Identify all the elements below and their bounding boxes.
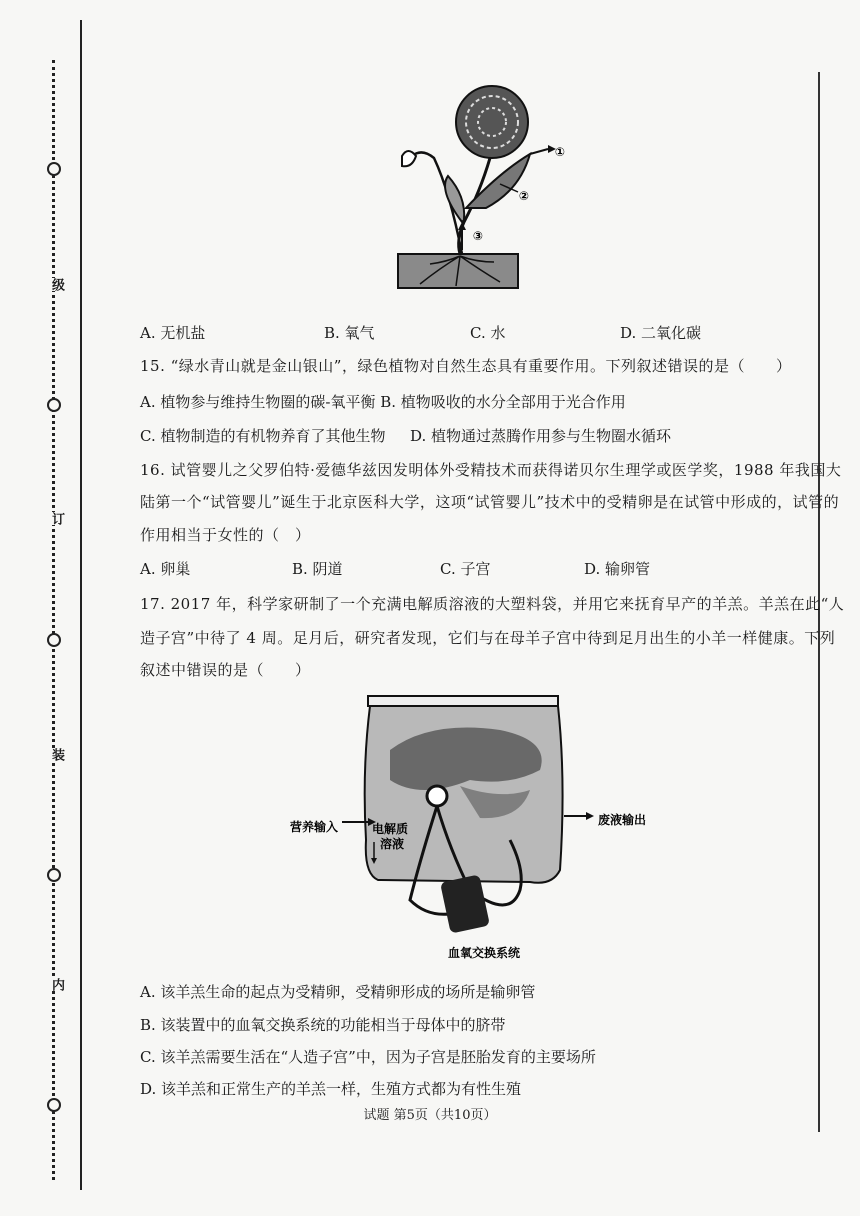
marker-1: ① <box>554 145 566 159</box>
umbilical-port <box>427 786 447 806</box>
oxygenator-device <box>440 874 490 933</box>
q17-stem-line: 叙述中错误的是（ ） <box>140 661 311 679</box>
q16-stem-line: 作用相当于女性的（ ） <box>140 526 311 544</box>
margin-label-class: 级 <box>49 278 64 291</box>
q14-option-c: C. 水 <box>470 324 506 342</box>
binding-hole-marker <box>47 162 61 176</box>
q16-stem-line: 16. 试管婴儿之父罗伯特·爱德华兹因发明体外受精技术而获得诺贝尔生理学或医学奖，1988 年我国大 <box>140 461 842 479</box>
q17-option-c: C. 该羊羔需要生活在“人造子宫”中，因为子宫是胚胎发育的主要场所 <box>140 1048 596 1066</box>
binding-hole-marker <box>47 868 61 882</box>
q17-option-a: A. 该羊羔生命的起点为受精卵，受精卵形成的场所是输卵管 <box>140 983 536 1001</box>
page-footer: 试题 第5页（共10页） <box>363 1108 497 1123</box>
flower-plant-figure <box>390 72 570 292</box>
label-nutrient-input: 营养输入 <box>290 820 339 834</box>
q15-stem: 15. “绿水青山就是金山银山”，绿色植物对自然生态具有重要作用。下列叙述错误的是（ ） <box>140 357 792 375</box>
q16-option-d: D. 输卵管 <box>584 560 651 578</box>
marker-2: ② <box>518 189 530 203</box>
q17-option-b: B. 该装置中的血氧交换系统的功能相当于母体中的脐带 <box>140 1016 506 1034</box>
q15-options-ab: A. 植物参与维持生物圈的碳-氧平衡 B. 植物吸收的水分全部用于光合作用 <box>140 393 626 411</box>
flower-bud <box>402 151 416 166</box>
q14-option-a: A. 无机盐 <box>140 324 206 342</box>
q16-option-c: C. 子宫 <box>440 560 491 578</box>
q15-option-c: C. 植物制造的有机物养育了其他生物 <box>140 427 386 445</box>
q14-option-d: D. 二氧化碳 <box>620 324 702 342</box>
label-waste-output: 废液输出 <box>598 813 647 827</box>
q17-stem-line: 17. 2017 年，科学家研制了一个充满电解质溶液的大塑料袋，并用它来抚育早产的羊羔。羊羔在此“人 <box>140 595 845 613</box>
binding-hole-marker <box>47 398 61 412</box>
label-electrolyte: 电解质 <box>372 822 409 836</box>
label-solution: 溶液 <box>380 837 405 851</box>
q14-option-b: B. 氧气 <box>324 324 375 342</box>
q17-option-d: D. 该羊羔和正常生产的羊羔一样，生殖方式都为有性生殖 <box>140 1080 522 1098</box>
binding-hole-marker <box>47 633 61 647</box>
q16-option-a: A. 卵巢 <box>140 560 191 578</box>
marker-3: ③ <box>472 229 484 243</box>
margin-label-nei: 内 <box>49 978 64 991</box>
q17-stem-line: 造子宫”中待了 4 周。足月后，研究者发现，它们与在母羊子宫中待到足月出生的小羊一样健康。下列 <box>140 629 836 647</box>
binding-margin-dotted-line <box>52 60 61 1180</box>
label-blood-oxygen-exchange: 血氧交换系统 <box>448 946 521 960</box>
q16-stem-line: 陆第一个“试管婴儿”诞生于北京医科大学，这项“试管婴儿”技术中的受精卵是在试管中形成的，试管的 <box>140 493 840 511</box>
margin-label-zhuang: 装 <box>49 748 64 761</box>
q15-option-d: D. 植物通过蒸腾作用参与生物圈水循环 <box>410 427 672 445</box>
q16-option-b: B. 阴道 <box>292 560 343 578</box>
margin-label-ding: 订 <box>49 512 64 525</box>
binding-margin-solid-line <box>80 20 82 1190</box>
artificial-womb-figure <box>280 690 680 965</box>
